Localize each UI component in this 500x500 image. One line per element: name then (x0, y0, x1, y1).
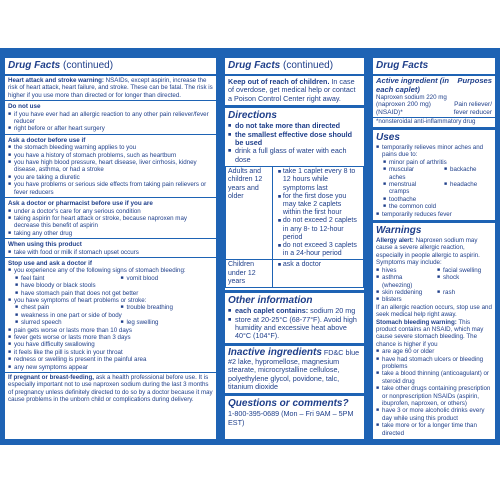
list-item: ■ temporarily relieves minor aches and pains due to: (373, 144, 495, 159)
panel-header (5, 58, 216, 76)
sub-list-item: ■ have stomach pain that does not get better (5, 290, 216, 297)
pregnancy-warning (5, 374, 216, 404)
other-info-heading: Other information (228, 295, 313, 307)
list-item: ■ store at 20-25°C (68-77°F). Avoid high humidity and excessive heat above 40°C (104°F). (225, 316, 364, 341)
sub-list-item: ■ minor pain of arthritis (373, 159, 495, 166)
list-item: ■ take with food or milk if stomach upset occurs (5, 249, 216, 256)
active-ingredient-row (373, 101, 495, 116)
uses-heading: Uses (376, 132, 400, 143)
drug-facts-panel-right (372, 57, 496, 440)
keep-out-heading: Keep out of reach of children. (228, 77, 330, 86)
list-item: ■ take a blood thinning (anticoagulant) or steroid drug (373, 370, 495, 385)
panel-header: Drug Facts (373, 58, 495, 76)
list-item: ■ have 3 or more alcoholic drinks every day while using this product (373, 407, 495, 422)
divider (5, 372, 216, 373)
divider (5, 197, 216, 198)
table-row (226, 167, 364, 260)
list-item: ■ under a doctor's care for any serious condition (5, 208, 216, 215)
list-item: ■ ask a doctor (275, 261, 361, 269)
panel-header (225, 58, 364, 76)
inactive-text: FD&C blue #2 lake, hypromellose, magnesium stearate, microcrystalline cellulose, polyethylene glycol, povidone, talc, titanium dioxide (228, 347, 360, 391)
ask-doctor-heading: Ask a doctor before use if (8, 136, 86, 144)
sub-list-row (5, 304, 216, 311)
sub-list-item: ■ have bloody or black stools (5, 282, 216, 289)
sub-list-item: ■ backache (434, 166, 495, 181)
pregnancy-text: ask a health professional before use. It is especially important not to use naproxen sodium during the last 3 months of pregnancy unless definitely directed to do so by a doctor because it may cause problems in the unborn child or complications during delivery. (8, 374, 213, 404)
list-item: ■ take 1 caplet every 8 to 12 hours while symptoms last (275, 168, 361, 193)
allergy-text: Naproxen sodium may cause a severe allergic reaction, especially in people allergic to aspirin. Symptoms may include: (376, 237, 480, 267)
do-not-use-heading: Do not use (8, 103, 41, 111)
drug-facts-panel-middle (224, 57, 365, 440)
sub-list-row (373, 166, 495, 181)
warnings-heading: Warnings (376, 225, 422, 237)
list-item: ■ pain gets worse or lasts more than 10 days (5, 327, 216, 334)
active-ingredient-heading-row (373, 76, 495, 94)
divider (5, 257, 216, 258)
inactive-ingredients (225, 346, 364, 392)
directions-heading: Directions (228, 110, 277, 122)
list-item: ■ have had stomach ulcers or bleeding problems (373, 356, 495, 371)
stomach-bleeding-warning (373, 319, 495, 349)
list-item: ■ blisters (373, 296, 495, 303)
table-cell: Adults and children 12 years and older (226, 167, 273, 260)
list-item: ■ you have problems or serious side effects from taking pain relievers or fever reducers (5, 181, 216, 196)
sub-list-item: ■ chest pain (5, 304, 111, 311)
header-title: Drug Facts (8, 60, 61, 71)
list-item: ■ take other drugs containing prescription or nonprescription NSAIDs (aspirin, ibuprofen, naproxen, or others) (373, 385, 495, 407)
nsaid-footnote: *nonsteroidal anti-inflammatory drug (373, 117, 495, 125)
purpose-text: Pain reliever/ fever reducer (453, 101, 492, 116)
header-continued: (continued) (283, 60, 334, 71)
other-info-bold: each caplet contains: (235, 306, 309, 316)
sub-list-item: ■ the common cold (373, 203, 495, 210)
list-item: ■ taking aspirin for heart attack or stroke, because naproxen may decrease this benefit of aspirin (5, 215, 216, 230)
list-item: ■ you have high blood pressure, heart disease, liver cirrhosis, kidney disease, asthma, or had a stroke (5, 159, 216, 174)
sub-list-row (5, 319, 216, 326)
sub-list-item: ■ trouble breathing (111, 304, 217, 311)
ask-pharmacist-heading: Ask a doctor or pharmacist before use if you are (8, 200, 153, 208)
questions-phone: 1-800-395-0689 (Mon – Fri 9AM – 5PM EST) (228, 409, 354, 427)
sub-list-item: ■ headache (434, 181, 495, 196)
sub-list-row (373, 289, 495, 296)
sub-list-item: ■ slurred speech (5, 319, 111, 326)
list-item: ■ facial swelling (434, 267, 495, 274)
header-title: Drug Facts (228, 60, 281, 71)
heart-attack-warning (5, 76, 216, 99)
list-item: ■ do not take more than directed (225, 122, 364, 130)
list-item: ■ skin reddening (373, 289, 434, 296)
allergy-alert (373, 237, 495, 267)
list-item: ■ the stomach bleeding warning applies to you (5, 144, 216, 151)
list-item: ■ any new symptoms appear (5, 364, 216, 371)
questions-heading: Questions or comments? (228, 398, 349, 410)
stop-use-heading: Stop use and ask a doctor if (8, 259, 92, 267)
sub-list-item: ■ toothache (373, 196, 495, 203)
sub-list-item: ■ feel faint (5, 275, 111, 282)
list-item: ■ asthma (wheezing) (373, 274, 434, 289)
divider (5, 100, 216, 101)
list-item: ■ you experience any of the following signs of stomach bleeding: (5, 267, 216, 274)
stomach-text: This product contains an NSAID, which may cause severe stomach bleeding. The chance is higher if you (376, 318, 484, 348)
when-using-heading: When using this product (8, 241, 82, 249)
sub-list-row (373, 267, 495, 274)
sub-list-item: ■ menstrual cramps (373, 181, 434, 196)
purposes-heading: Purposes (457, 76, 492, 85)
active-ingredient-line: Naproxen sodium 220 mg (376, 94, 447, 101)
table-cell (272, 260, 363, 288)
active-ingredient-line: (naproxen 200 mg) (NSAID)* (376, 101, 431, 116)
keep-out-text: In case of overdose, get medical help or contact a Poison Control Center right away. (228, 77, 356, 103)
sub-list-row (373, 274, 495, 289)
allergy-heading: Allergy alert: (376, 237, 414, 245)
list-item: ■ rash (434, 289, 495, 296)
list-item: ■ it feels like the pill is stuck in your throat (5, 349, 216, 356)
list-item: ■ taking any other drug (5, 230, 216, 237)
list-item: ■ the smallest effective dose should be used (225, 131, 364, 148)
list-item: ■ right before or after heart surgery (5, 125, 216, 132)
pregnancy-heading: If pregnant or breast-feeding, (8, 374, 94, 382)
list-item: ■ do not exceed 2 caplets in any 8- to 12-hour period (275, 217, 361, 242)
list-item: ■ temporarily reduces fever (373, 211, 495, 218)
list-item: ■ take more or for a longer time than directed (373, 422, 495, 437)
table-row (226, 260, 364, 288)
heart-attack-heading: Heart attack and stroke warning: (8, 77, 104, 84)
list-item: ■ do not exceed 3 caplets in a 24-hour period (275, 242, 361, 258)
inactive-heading: Inactive ingredients (228, 346, 322, 358)
sub-list-item: ■ muscular aches (373, 166, 434, 181)
heart-attack-text: NSAIDs, except aspirin, increase the risk of heart attack, heart failure, and stroke. These can be fatal. The risk is higher if you use more than directed or for longer than directed. (8, 77, 213, 99)
list-item: ■ are age 60 or older (373, 348, 495, 355)
table-cell (272, 167, 363, 260)
keep-out-of-reach (225, 76, 364, 103)
list-item: ■ you have difficulty swallowing (5, 341, 216, 348)
list-item: ■ you are taking a diuretic (5, 174, 216, 181)
stomach-heading: Stomach bleeding warning: (376, 318, 457, 326)
sub-list-item: ■ leg swelling (111, 319, 217, 326)
allergy-after-text: If an allergic reaction occurs, stop use and seek medical help right away. (376, 303, 492, 319)
list-item: ■ drink a full glass of water with each dose (225, 147, 364, 164)
divider (5, 238, 216, 239)
sub-list-row (5, 275, 216, 282)
sub-list-row (373, 181, 495, 196)
drug-facts-panel-left (4, 57, 217, 440)
list-item: ■ you have a history of stomach problems, such as heartburn (5, 152, 216, 159)
list-item: ■ you have symptoms of heart problems or stroke: (5, 297, 216, 304)
list-item: ■ shock (434, 274, 495, 289)
list-item: ■ fever gets worse or lasts more than 3 days (5, 334, 216, 341)
sub-list-item: ■ vomit blood (111, 275, 217, 282)
sub-list-item: ■ weakness in one part or side of body (5, 312, 216, 319)
table-cell: Children under 12 years (226, 260, 273, 288)
list-item: ■ hives (373, 267, 434, 274)
list-item: ■ for the first dose you may take 2 caplets within the first hour (275, 193, 361, 218)
header-continued: (continued) (63, 60, 114, 71)
list-item: ■ redness or swelling is present in the painful area (5, 356, 216, 363)
other-info-text: sodium 20 mg (308, 306, 356, 316)
list-item: ■ if you have ever had an allergic reaction to any other pain reliever/fever reducer (5, 111, 216, 126)
directions-table (225, 166, 364, 288)
active-ingredient-heading: Active ingredient (in each caplet) (376, 76, 449, 94)
divider (5, 134, 216, 135)
